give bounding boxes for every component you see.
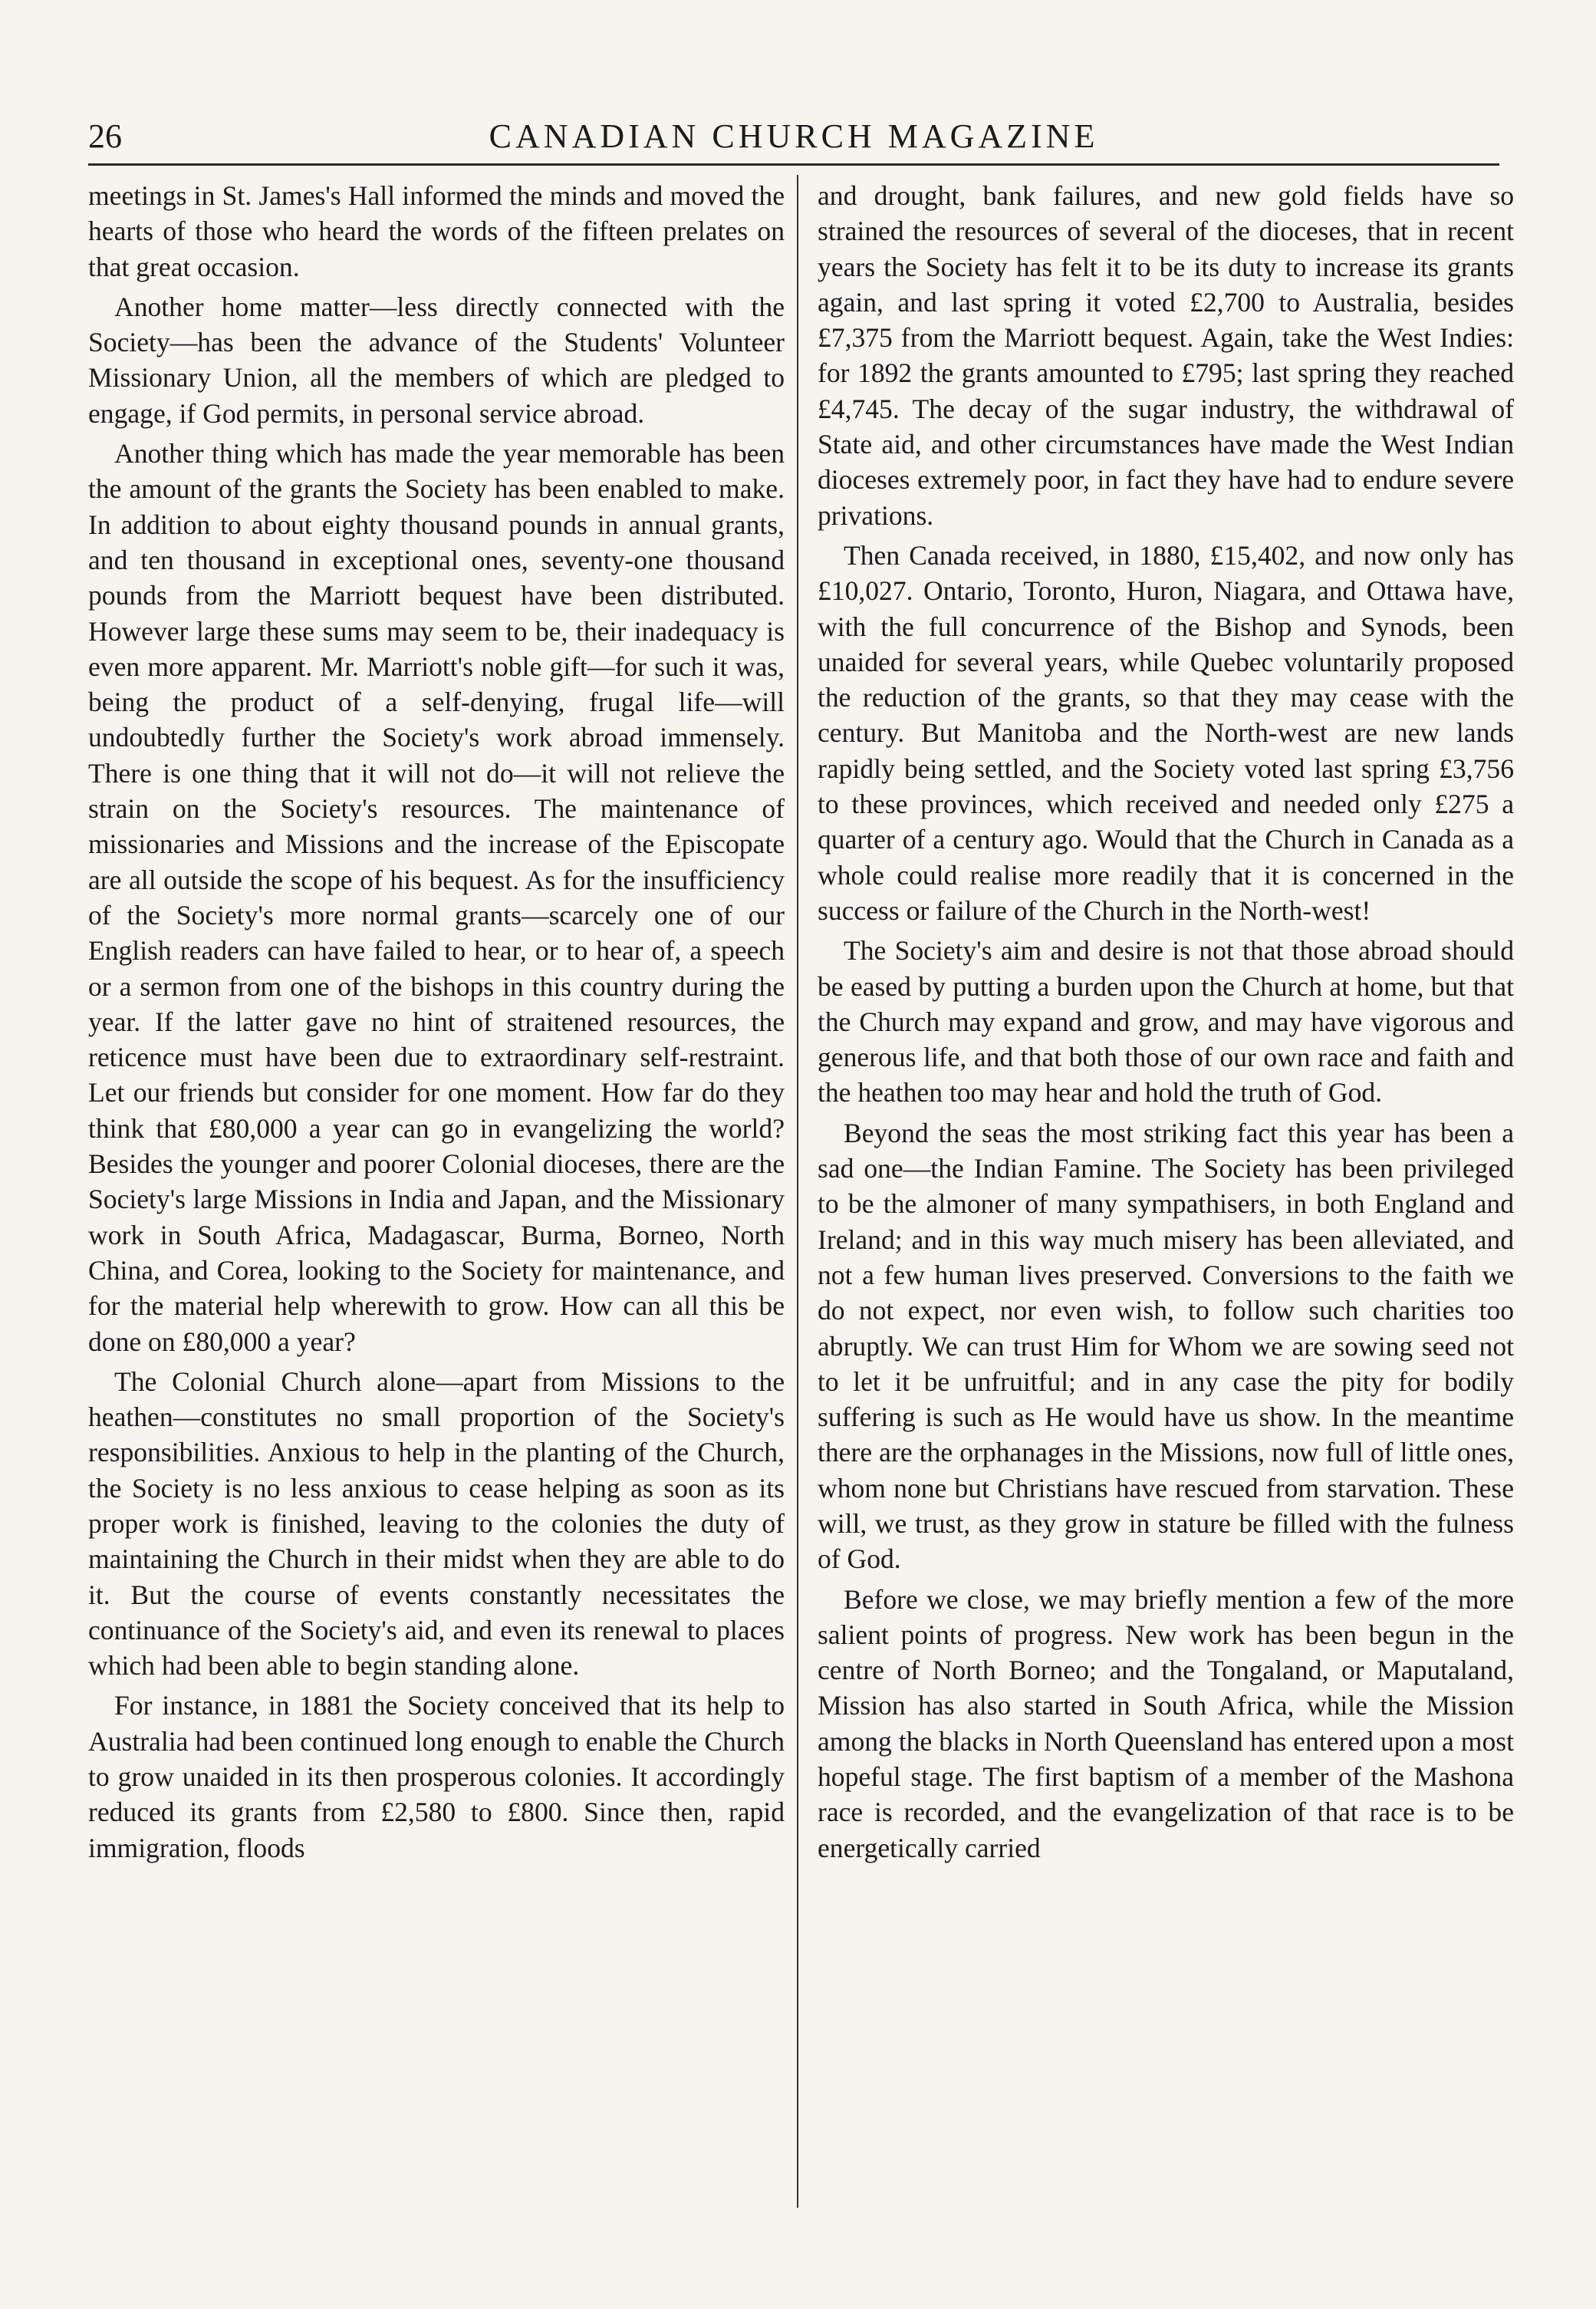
header-rule	[88, 163, 1499, 166]
column-divider	[797, 175, 798, 2208]
page-header	[88, 115, 1499, 158]
running-title: CANADIAN CHURCH MAGAZINE	[489, 117, 1099, 155]
left-column	[88, 178, 785, 2211]
paragraph: Another home matter—less directly connected with the Society—has been the advance of the Students' Volunteer Missionary Union, all the members of which are pledged to engage, if God permits, in personal service abroad.	[88, 291, 785, 429]
paragraph: Before we close, we may briefly mention a few of the more salient points of progress. New work has been begun in the centre of North Borneo; and the Tongaland, or Maputaland, Mission has also started in South Africa, while the Mission among the blacks in North Queensland has entered upon a most hopeful stage. The first baptism of a member of the Mashona race is recorded, and the evangelization of that race is to be energetically carried	[818, 1583, 1514, 1863]
paragraph: meetings in St. James's Hall informed the minds and moved the hearts of those who heard the words of the fifteen prelates on that great occasion.	[88, 180, 785, 282]
page-number: 26	[88, 117, 122, 155]
paragraph: The Colonial Church alone—apart from Missions to the heathen—constitutes no small proportion of the Society's responsibilities. Anxious to help in the planting of the Church, the Society is no less anxious to cease helping as soon as its proper work is finished, leaving to the colonies the duty of maintaining the Church in their midst when they are able to do it. But the course of events constantly necessitates the continuance of the Society's aid, and even its renewal to places which had been able to begin standing alone.	[88, 1365, 785, 1682]
paragraph: Beyond the seas the most striking fact this year has been a sad one—the Indian Famine. The Society has been privileged to be the almoner of many sympathisers, in both England and Ireland; and in this way much misery has been alleviated, and not a few human lives preserved. Conversions to the faith we do not expect, nor even wish, to follow such charities too abruptly. We can trust Him for Whom we are sowing seed not to let it be unfruitful; and in any case the pity for bodily suffering is such as He would have us show. In the meantime there are the orphanages in the Missions, now full of little ones, whom none but Christians have rescued from starvation. These will, we trust, as they grow in stature be filled with the fulness of God.	[818, 1117, 1514, 1575]
right-column	[818, 178, 1514, 2211]
paragraph: and drought, bank failures, and new gold fields have so strained the resources of several of the dioceses, that in recent years the Society has felt it to be its duty to increase its grants again, and last spring it voted £2,700 to Australia, besides £7,375 from the Marriott bequest. Again, take the West Indies: for 1892 the grants amounted to £795; last spring they reached £4,745. The decay of the sugar industry, the withdrawal of State aid, and other circumstances have made the West Indian dioceses extremely poor, in fact they have had to endure severe privations.	[818, 180, 1514, 531]
paragraph: For instance, in 1881 the Society conceived that its help to Australia had been continued long enough to enable the Church to grow unaided in its then prosperous colonies. It accordingly reduced its grants from £2,580 to £800. Since then, rapid immigration, floods	[88, 1690, 785, 1863]
paragraph: Another thing which has made the year memorable has been the amount of the grants the Society has been enabled to make. In addition to about eighty thousand pounds in annual grants, and ten thousand in exceptional ones, seventy-one thousand pounds from the Marriott bequest have been distributed. However large these sums may seem to be, their inadequacy is even more apparent. Mr. Marriott's noble gift—for such it was, being the product of a self-denying, frugal life—will undoubtedly further the Society's work abroad immensely. There is one thing that it will not do—it will not relieve the strain on the Society's resources. The maintenance of missionaries and Missions and the increase of the Episcopate are all outside the scope of his bequest. As for the insufficiency of the Society's more normal grants—scarcely one of our English readers can have failed to hear, or to hear of, a speech or a sermon from one of the bishops in this country during the year. If the latter gave no hint of straitened resources, the reticence must have been due to extraordinary self-restraint. Let our friends but consider for one moment. How far do they think that £80,000 a year can go in evangelizing the world? Besides the younger and poorer Colonial dioceses, there are the Society's large Missions in India and Japan, and the Missionary work in South Africa, Madagascar, Burma, Borneo, North China, and Corea, looking to the Society for maintenance, and for the material help wherewith to grow. How can all this be done on £80,000 a year?	[88, 438, 785, 1357]
paragraph: The Society's aim and desire is not that those abroad should be eased by putting a burden upon the Church at home, but that the Church may expand and grow, and may have vigorous and generous life, and that both those of our own race and faith and the heathen too may hear and hold the truth of God.	[818, 935, 1514, 1108]
paragraph: Then Canada received, in 1880, £15,402, and now only has £10,027. Ontario, Toronto, Huron, Niagara, and Ottawa have, with the full concurrence of the Bishop and Synods, been unaided for several years, while Quebec voluntarily proposed the reduction of the grants, so that they may cease with the century. But Manitoba and the North-west are new lands rapidly being settled, and the Society voted last spring £3,756 to these provinces, which received and needed only £275 a quarter of a century ago. Would that the Church in Canada as a whole could realise more readily that it is concerned in the success or failure of the Church in the North-west!	[818, 539, 1514, 926]
